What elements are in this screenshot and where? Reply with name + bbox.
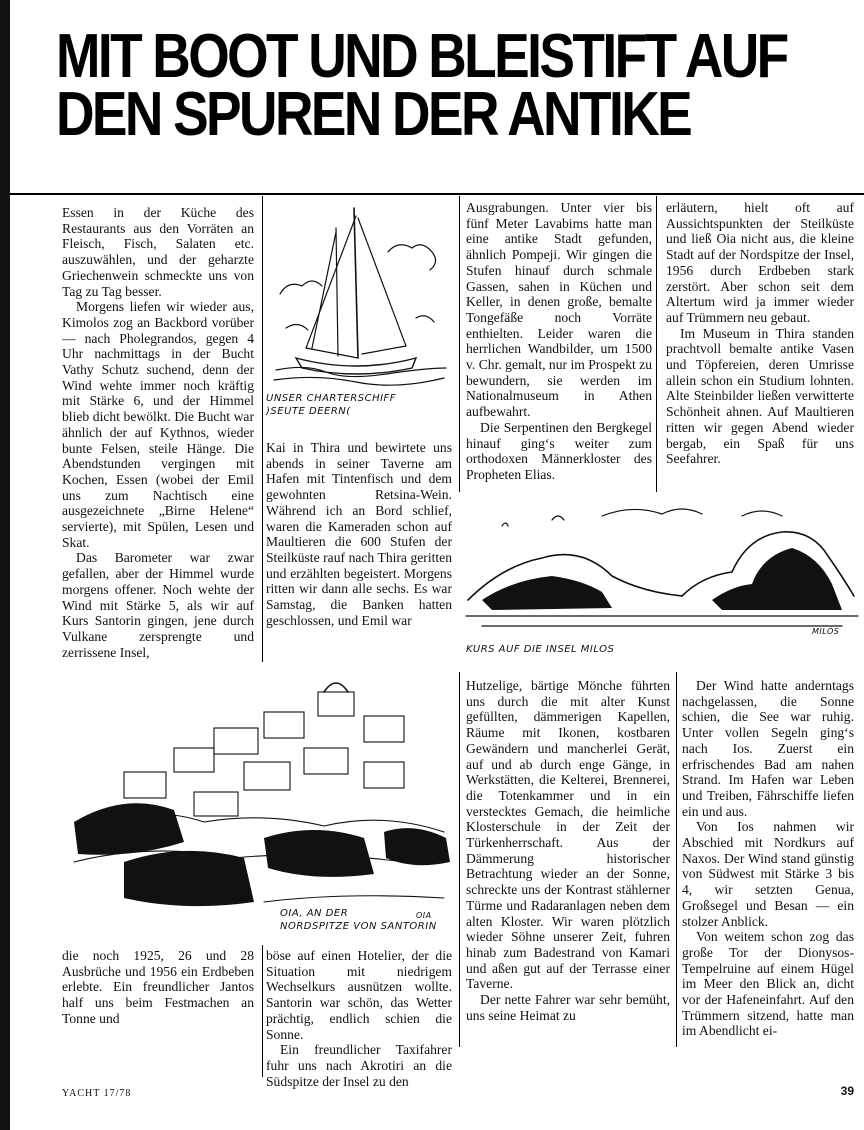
boat-caption-line-2: )SEUTE DEERN( [266, 406, 351, 417]
paragraph: erläutern, hielt oft auf Aussichtspunkten der Steilküste und ließ Oia nicht aus, die kleine Stadt auf der Nordspitze der Insel, 1956 durch Erdbeben stark zerstört. Aber schon seit dem Altertum wird ja immer wieder auf Trümmern neu gebaut. [666, 200, 854, 325]
paragraph: die noch 1925, 26 und 28 Ausbrüche und 1956 ein Erdbeben erlebte. Ein freundlicher Jantos half uns beim Festmachen an Tonne und [62, 948, 254, 1026]
article-headline [56, 22, 787, 149]
column-divider [459, 196, 460, 492]
text-column-1-bottom [62, 948, 254, 1048]
paragraph: Hutzelige, bärtige Mönche führten uns durch die mit alter Kunst gefüllten, dämmerigen Kapellen, Räume mit Ikonen, kostbaren Gewändern und mancherlei Gerät, auf und ab durch enge Gänge, in Werkstätten, die Kelterei, Brennerei, die Totenkammer und in ein verstecktes Gemach, die heimliche Klosterschule in der Zeit der Türkenherrschaft. Aus der Dämmerung historischer Betrachtung wieder an der Sonne, schreckte uns der Kontrast stählerner Türme und Radaranlagen neben dem alten Kloster. Wir waren plötzlich wieder Söhne unserer Zeit, fuhren hinab zum Badestrand von Kamari und aßen gut auf der Terrasse einer Taverne. [466, 678, 670, 992]
boat-caption-line-1: UNSER CHARTERSCHIFF [266, 393, 397, 404]
column-divider [262, 945, 263, 1077]
milos-island-sketch [462, 496, 862, 636]
paragraph: böse auf einen Hotelier, der die Situation mit niedrigem Wechselkurs ausnützen wollte. Santorin war schön, das Wetter prächtig, endlich schien die Sonne. [266, 948, 452, 1042]
text-column-4-top [666, 200, 854, 490]
paragraph: Von weitem schon zog das große Tor der Dionysos-Tempelruine auf einem Hügel im Meer den Blick an, dicht vor der Hafeneinfahrt. Auf den Trümmern sitzend, hatte man im Abendlicht ei- [682, 929, 854, 1039]
paragraph: Der nette Fahrer war sehr bemüht, uns seine Heimat zu [466, 992, 670, 1023]
paragraph: Im Museum in Thira standen prachtvoll bemalte antike Vasen und Töpfereien, deren Umrisse allein schon ein Studium lohnten. Alte Steinbilder ließen verwitterte Schönheit ahnen. Auf Maultieren ritten wir gegen Abend wieder bergab, ein Spaß für uns Seefahrer. [666, 325, 854, 467]
column-divider [459, 672, 460, 1047]
page-number: 39 [840, 1084, 854, 1098]
milos-sketch-signature: MILOS [812, 627, 840, 636]
paragraph: Essen in der Küche des Restaurants aus den Vorräten an Fleisch, Fisch, Salaten etc. auszuwählen, und der geharzte Griechenwein schmeckte uns von Tag zu Tag besser. [62, 205, 254, 299]
text-column-2-bottom [266, 948, 452, 1089]
paragraph: Die Serpentinen den Bergkegel hinauf ging‘s weiter zum orthodoxen Männerkloster des Propheten Elias. [466, 419, 652, 482]
paragraph: Kai in Thira und bewirtete uns abends in seiner Taverne am Hafen mit Tintenfisch und dem gewohnten Retsina-Wein. Während ich an Bord schlief, waren die Kameraden schon auf Maultieren die 600 Stufen der Steilküste rauf nach Thira geritten und erzählten begeistert. Morgens ritten wir dann alle sechs. Es war Samstag, die Banken hatten geschlossen, und Emil war [266, 440, 452, 628]
paragraph: Ein freundlicher Taxifahrer fuhr uns nach Akrotiri an die Südspitze der Insel zu den [266, 1042, 452, 1089]
text-column-2-top [266, 440, 452, 636]
oia-caption-line-1: OIA, AN DER [280, 908, 349, 919]
paragraph: Ausgrabungen. Unter vier bis fünf Meter Lavabims hatte man eine antike Stadt gefunden, ähnlich Pompeji. Wir gingen die Stufen hinauf durch schmale Gassen, sahen in Küchen und Keller, in denen große, bemalte Tongefäße noch Vorräte enthielten. Leider waren die herrlichen Wandbilder, um 1500 v. Chr. gemalt, nur im Prospekt zu bewundern, sie werden im Nationalmuseum in Athen aufbewahrt. [466, 200, 653, 420]
column-divider [676, 672, 677, 1047]
oia-sketch-signature: OIA [416, 911, 432, 920]
headline-rule [10, 193, 864, 195]
black-spine-bar [0, 0, 10, 1130]
text-column-3-bottom [466, 678, 670, 1050]
headline-line-1: MIT BOOT UND BLEISTIFT AUF [56, 22, 787, 91]
text-column-3-top [466, 200, 652, 490]
oia-village-sketch [64, 662, 456, 932]
milos-caption: KURS AUF DIE INSEL MILOS [466, 644, 615, 655]
sailboat-sketch [266, 198, 454, 388]
paragraph: Von Ios nahmen wir Abschied mit Nordkurs auf Naxos. Der Wind stand günstig von Südwest mit Stärke 3 bis 4, wir setzten Genua, Großsegel und Besan — ein stolzer Anblick. [682, 819, 854, 929]
column-divider [262, 196, 263, 662]
text-column-1-top [62, 205, 254, 663]
paragraph: Morgens liefen wir wieder aus, Kimolos zog an Backbord vorüber — nach Pholegrandos, gegen 4 Uhr nachmittags in der Bucht Vathy Schutz suchend, denn der Wind wehte immer noch kräftig mit Stärke 6, und der Himmel blieb dicht bewölkt. Die Bucht war ähnlich der auf Kythnos, wieder bunte Felsen, steile Hänge. Die Abendstunden vergingen mit Kochen, Essen (wobei der Emil uns zum Nachtisch eine ausgezeichnete „Birne Helene“ servierte), mit Spülen, Lesen und Skat. [62, 299, 254, 550]
paragraph: Der Wind hatte anderntags nachgelassen, die Sonne schien, die See war ruhig. Unter vollen Segeln ging‘s nach Ios. Zuerst ein erfrischendes Bad am nahen Strand. Im Hafen war Leben und Treiben, Fährschiffe liefen ein und aus. [682, 678, 854, 819]
column-divider [656, 196, 657, 492]
text-column-4-bottom [682, 678, 854, 1050]
headline-line-2: DEN SPUREN DER ANTIKE [56, 80, 691, 149]
oia-caption-line-2: NORDSPITZE VON SANTORIN [280, 921, 437, 932]
magazine-footer: YACHT 17/78 [62, 1088, 132, 1099]
paragraph: Das Barometer war zwar gefallen, aber der Himmel wurde morgens offener. Noch wehte der Wind mit Stärke 5, als wir auf Kurs Santorin gingen, jene durch Vulkane zersprengte und zerrissene Insel, [62, 550, 254, 660]
